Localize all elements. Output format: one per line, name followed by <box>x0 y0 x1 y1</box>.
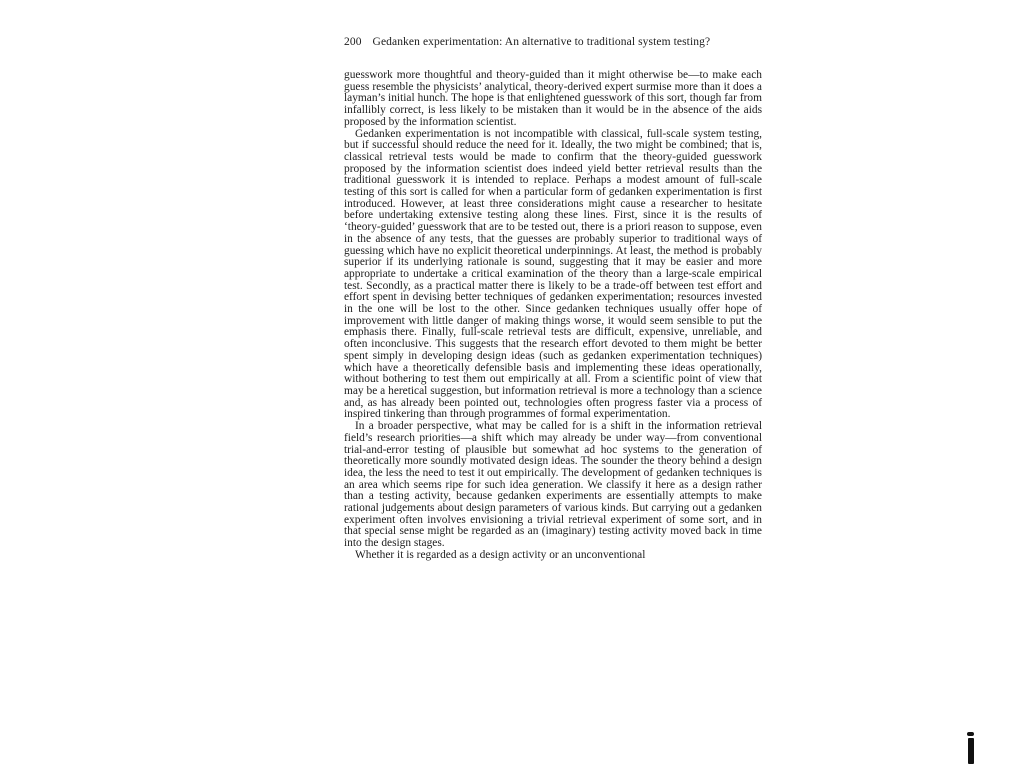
paragraph: Whether it is regarded as a design activity or an unconventional <box>355 548 646 561</box>
page-number: 200 <box>344 36 362 48</box>
running-head <box>344 36 764 48</box>
running-title: Gedanken experimentation: An alternative to traditional system testing? <box>372 36 711 48</box>
paragraph: Gedanken experimentation is not incompatible with classical, full-scale system testing, but if successful should reduce the need for it. Ideally, the two might be combined; that is, classical retrieval tests would be made to confirm that the theory-guided guesswork proposed by the information scientist does indeed yield better retrieval results than the traditional guesswork it is intended to replace. Perhaps a modest amount of full-scale testing of this sort is called for when a particular form of gedanken experimentation is first introduced. However, at least three considerations might cause a researcher to hesitate before undertaking extensive testing along these lines. First, since it is the results of ‘theory-guided’ guesswork that are to be tested out, there is a priori reason to suppose, even in the absence of any tests, that the guesses are probably superior to traditional ways of guessing which have no explicit theoretical underpinnings. At least, the method is probably superior if its underlying rationale is sound, suggesting that it may be easier and more appropriate to undertake a critical examination of the theory than a large-scale empirical test. Secondly, as a practical matter there is likely to be a trade-off between test effort and effort spent in devising better techniques of gedanken experimentation; resources invested in the one will be lost to the other. Since gedanken techniques usually offer hope of improvement with little danger of making things worse, it would seem sensible to put the emphasis there. Finally, full-scale retrieval tests are difficult, expensive, unreliable, and often inconclusive. This suggests that the research effort devoted to them might be better spent simply in developing design ideas (such as gedanken experimentation techniques) which have a theoretically defensible basis and implementing these ideas operationally, without bothering to test them out empirically at all. From a scientific point of view that may be a heretical suggestion, but information retrieval is more a technology than a science and, as has already been pointed out, technologies often progress faster via a process of inspired tinkering than through programmes of formal experimentation. <box>344 127 762 421</box>
paragraph: In a broader perspective, what may be called for is a shift in the information retrieval field’s research priorities—a shift which may already be under way—from conventional trial-and-error testing of plausible but somewhat ad hoc systems to the generation of theoretically more soundly motivated design ideas. The sounder the theory behind a design idea, the less the need to test it out empirically. The development of gedanken techniques is an area which seems ripe for such idea generation. We classify it here as a design rather than a testing activity, because gedanken experiments are essentially attempts to make rational judgements about design parameters of various kinds. But carrying out a gedanken experiment often involves envisioning a trivial retrieval experiment of some sort, and in that special sense might be regarded as an (imaginary) testing activity moved back in time into the design stages. <box>344 420 762 550</box>
paragraph-continued: guesswork more thoughtful and theory-guided than it might otherwise be—to make each guess resemble the physicists’ analytical, theory-derived expert surmise more than it does a layman’s initial hunch. The hope is that enlightened guesswork of this sort, though far from infallibly correct, is less likely to be mistaken than it would be in the absence of the aids proposed by the information scientist. <box>344 69 762 128</box>
scan-artifact-mark <box>968 738 974 764</box>
body-text <box>344 70 762 562</box>
